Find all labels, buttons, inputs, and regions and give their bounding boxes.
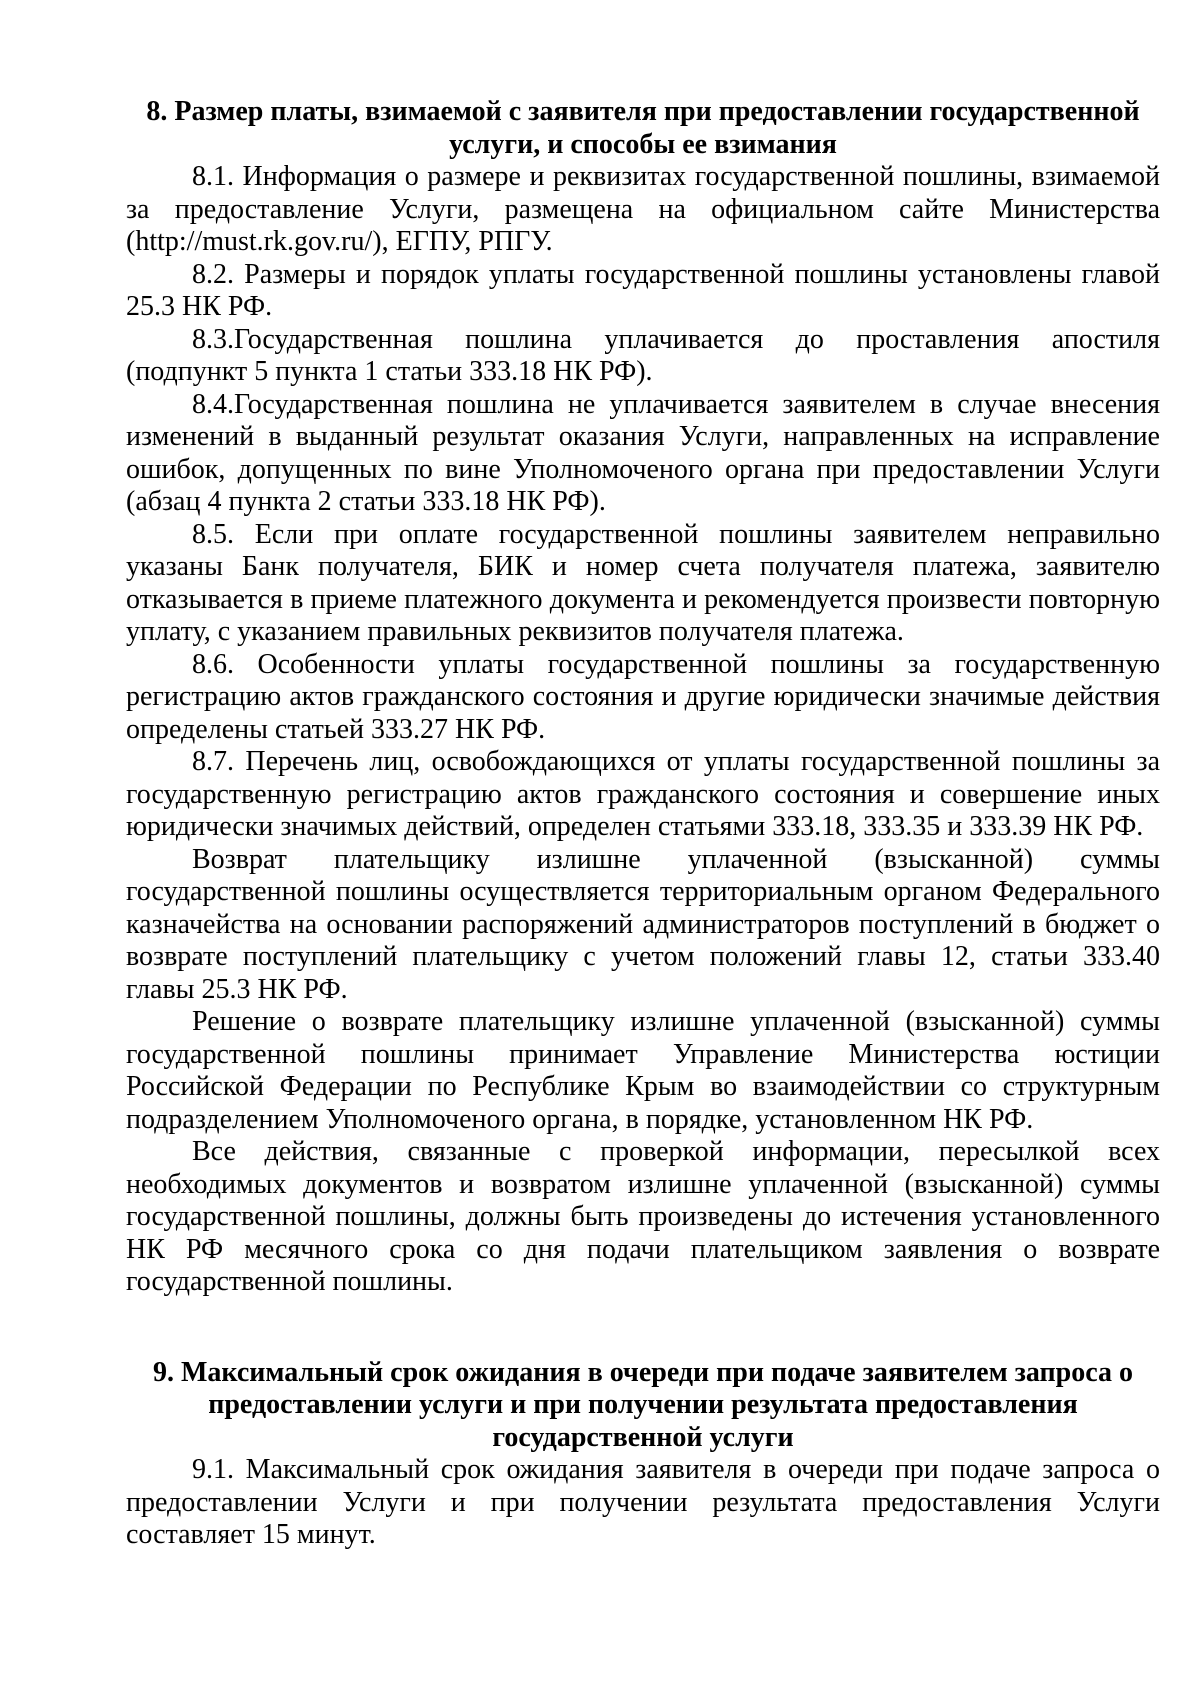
paragraph-8-4: 8.4.Государственная пошлина не уплачивается заявителем в случае внесения изменений в выданный результат оказания Услуги, направленных на исправление ошибок, допущенных по вине Уполномоченого органа при предоставлении Услуги (абзац 4 пункта 2 статьи 333.18 НК РФ). <box>126 388 1160 517</box>
paragraph-9-1: 9.1. Максимальный срок ожидания заявителя в очереди при подаче запроса о предоставлении Услуги и при получении результата предоставления Услуги составляет 15 минут. <box>126 1454 1160 1550</box>
paragraph-refund-procedure: Возврат плательщику излишне уплаченной (взысканной) суммы государственной пошлины осуществляется территориальным органом Федерального казначейства на основании распоряжений администраторов поступлений в бюджет о возврате поступлений плательщику с учетом положений главы 12, статьи 333.40 главы 25.3 НК РФ. <box>126 843 1160 1005</box>
paragraph-8-3: 8.3.Государственная пошлина уплачивается до проставления апостиля (подпункт 5 пункта 1 статьи 333.18 НК РФ). <box>126 323 1160 387</box>
paragraph-8-6: 8.6. Особенности уплаты государственной пошлины за государственную регистрацию актов гражданского состояния и другие юридически значимые действия определены статьей 333.27 НК РФ. <box>126 648 1160 745</box>
paragraph-8-1: 8.1. Информация о размере и реквизитах государственной пошлины, взимаемой за предоставление Услуги, размещена на официальном сайте Министерства (http://must.rk.gov.ru/), ЕГПУ, РПГУ. <box>126 161 1160 257</box>
paragraph-8-7: 8.7. Перечень лиц, освобождающихся от уплаты государственной пошлины за государственную регистрацию актов гражданского состояния и совершение иных юридически значимых действий, определен статьями 333.18, 333.35 и 333.39 НК РФ. <box>126 746 1160 842</box>
section-9-heading: 9. Максимальный срок ожидания в очереди при подаче заявителем запроса о предоставлении услуги и при получении результата предоставления государственной услуги <box>152 1356 1133 1453</box>
paragraph-refund-decision: Решение о возврате плательщику излишне уплаченной (взысканной) суммы государственной пошлины принимает Управление Министерства юстиции Российской Федерации по Республике Крым во взаимодействии со структурным подразделением Уполномоченого органа, в порядке, установленном НК РФ. <box>126 1006 1160 1135</box>
paragraph-refund-deadline: Все действия, связанные с проверкой информации, пересылкой всех необходимых документов и возвратом излишне уплаченной (взысканной) суммы государственной пошлины, должны быть произведены до истечения установленного НК РФ месячного срока со дня подачи плательщиком заявления о возврате государственной пошлины. <box>126 1136 1160 1297</box>
section-8-heading: 8. Размер платы, взимаемой с заявителя при предоставлении государственной услуги, и способы ее взимания <box>146 96 1140 160</box>
paragraph-8-2: 8.2. Размеры и порядок уплаты государственной пошлины установлены главой 25.3 НК РФ. <box>126 258 1160 322</box>
section-8 <box>126 96 1160 1299</box>
paragraph-8-5: 8.5. Если при оплате государственной пошлины заявителем неправильно указаны Банк получателя, БИК и номер счета получателя платежа, заявителю отказывается в приеме платежного документа и рекомендуется произвести повторную уплату, с указанием правильных реквизитов получателя платежа. <box>126 518 1160 647</box>
section-9 <box>126 1357 1160 1552</box>
document-page <box>126 96 1160 1552</box>
